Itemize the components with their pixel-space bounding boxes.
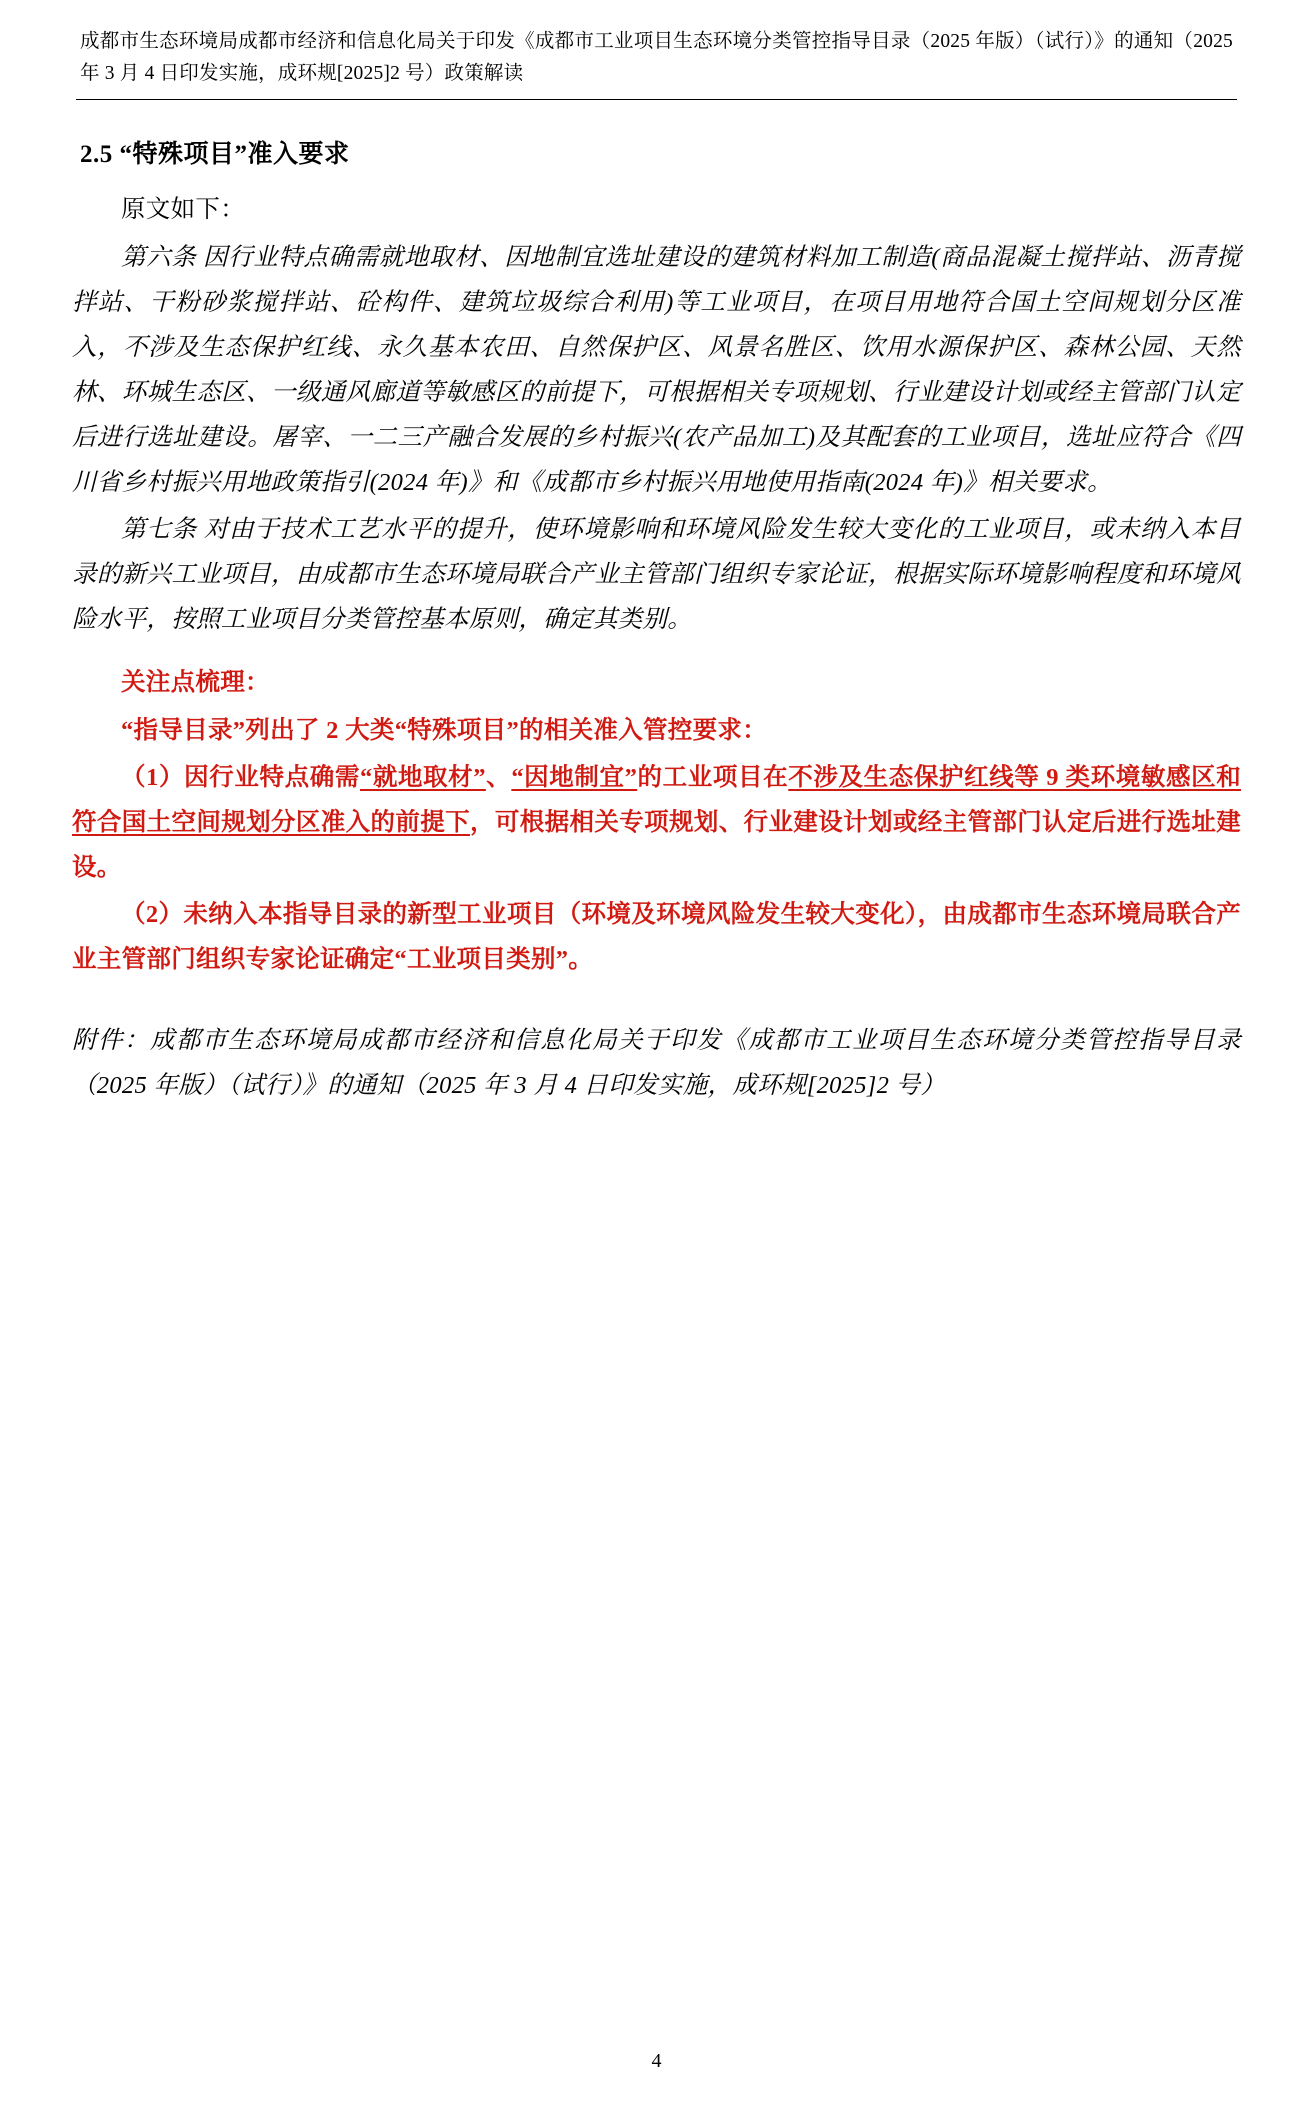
focus-item-1-prefix: （1）因行业特点确需 — [121, 763, 360, 791]
focus-item-1-mid-1: 、 — [485, 763, 512, 791]
attachment-note: 附件：成都市生态环境局成都市经济和信息化局关于印发《成都市工业项目生态环境分类管控指导目录（2025 年版）（试行）》的通知（2025 年 3 月 4 日印发实施，成环规[2025]2 号） — [72, 1026, 1241, 1100]
quoted-article-seven: 第七条 对由于技术工艺水平的提升，使环境影响和环境风险发生较大变化的工业项目，或未纳入本目录的新兴工业项目，由成都市生态环境局联合产业主管部门组织专家论证，根据实际环境影响程度和环境风险水平，按照工业项目分类管控基本原则，确定其类别。 — [72, 516, 1241, 634]
focus-item-2: （2）未纳入本指导目录的新型工业项目（环境及环境风险发生较大变化），由成都市生态环境局联合产业主管部门组织专家论证确定“工业项目类别”。 — [72, 900, 1241, 973]
header-divider — [76, 99, 1237, 100]
focus-item-1-underline-2: “因地制宜” — [511, 763, 638, 791]
section-title: 2.5 “特殊项目”准入要求 — [80, 141, 350, 169]
focus-item-1-suffix: ，可根据相关专项规划、行业建设计划或经主管部门认定后进行选址建设。 — [72, 808, 1241, 881]
spacer-2 — [72, 984, 1241, 1018]
focus-item-1-mid-2: 的工业项目在 — [637, 763, 789, 791]
quoted-article-six: 第六条 因行业特点确需就地取材、因地制宜选址建设的建筑材料加工制造(商品混凝土搅拌站、沥青搅拌站、干粉砂浆搅拌站、砼构件、建筑垃圾综合利用)等工业项目，在项目用地符合国土空间规划分区准入，不涉及生态保护红线、永久基本农田、自然保护区、风景名胜区、饮用水源保护区、森林公园、天然林、环城生态区、一级通风廊道等敏感区的前提下，可根据相关专项规划、行业建设计划或经主管部门认定后进行选址建设。屠宰、一二三产融合发展的乡村振兴(农产品加工)及其配套的工业项目，选址应符合《四川省乡村振兴用地政策指引(2024 年)》和《成都市乡村振兴用地使用指南(2024 年)》相关要求。 — [72, 243, 1241, 497]
focus-lead: “指导目录”列出了 2 大类“特殊项目”的相关准入管控要求： — [121, 716, 767, 744]
focus-item-1-underline-1: “就地取材” — [359, 763, 486, 791]
page-header: 成都市生态环境局成都市经济和信息化局关于印发《成都市工业项目生态环境分类管控指导目录（2025 年版）（试行）》的通知（2025 年 3 月 4 日印发实施，成环规[2025]2 号）政策解读 — [80, 31, 1233, 84]
page-number: 4 — [651, 2050, 662, 2072]
section-intro: 原文如下： — [121, 196, 245, 224]
focus-item-1 — [72, 755, 1241, 890]
focus-item-1-underline-3: 不涉及生态保护红线等 9 类环境敏感区和符合国土空间规划分区准入的前提下 — [72, 763, 1242, 836]
focus-heading: 关注点梳理： — [121, 669, 270, 697]
spacer — [72, 644, 1241, 660]
